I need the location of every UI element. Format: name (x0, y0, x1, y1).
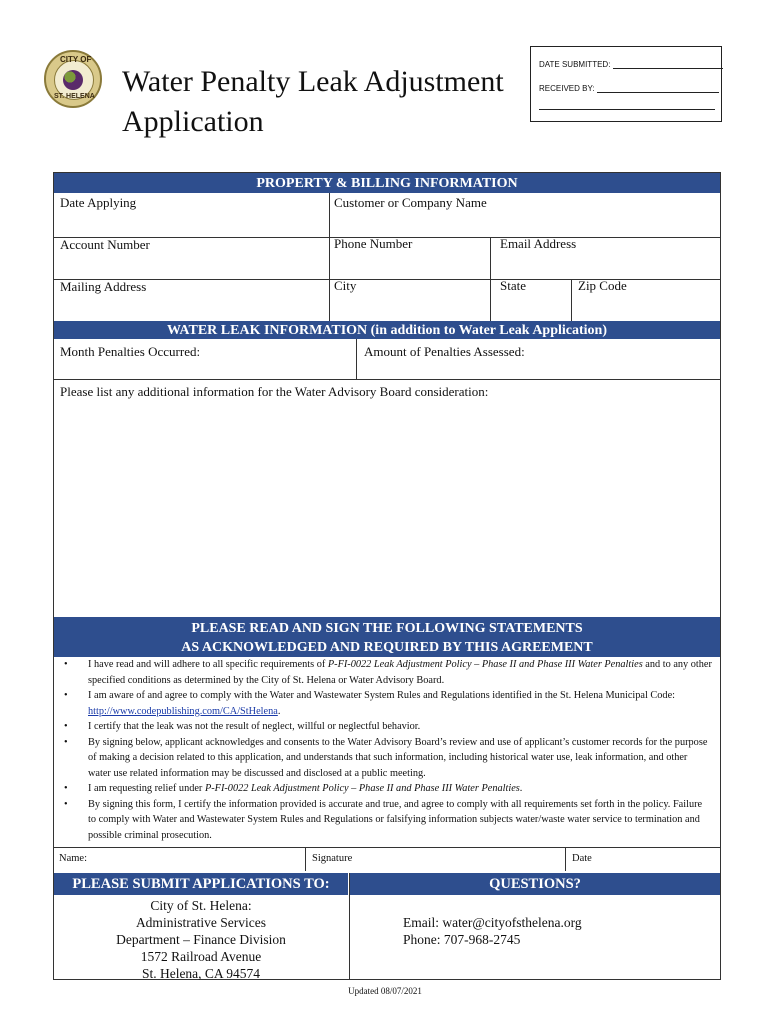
bullet-icon: • (64, 659, 68, 670)
seal-bottom-text: ST. HELENA (54, 93, 95, 100)
zip-code-label: Zip Code (578, 278, 627, 293)
questions-contact-block (403, 914, 582, 948)
zip-code-field[interactable] (572, 279, 720, 321)
statement-item (54, 719, 716, 735)
phone-number-label: Phone Number (334, 236, 413, 251)
submit-line-1: City of St. Helena: (150, 898, 252, 913)
statement-item (54, 688, 716, 719)
title-line-1: Water Penalty Leak Adjustment (122, 65, 504, 98)
mailing-address-field[interactable] (54, 279, 329, 321)
statement-item (54, 797, 716, 844)
account-number-label: Account Number (60, 237, 150, 252)
state-field[interactable] (491, 279, 571, 321)
date-submitted-line[interactable] (613, 59, 723, 69)
additional-info-label: Please list any additional information for the Water Advisory Board consideration: (60, 384, 489, 399)
amount-penalties-field[interactable] (357, 339, 720, 379)
received-by-line[interactable] (597, 83, 719, 93)
questions-phone[interactable]: Phone: 707-968-2745 (403, 932, 521, 947)
statement-text: I have read and will adhere to all specific requirements of (88, 659, 328, 670)
submit-line-4: 1572 Railroad Avenue (140, 949, 262, 964)
date-submitted-label: DATE SUBMITTED: (539, 60, 611, 69)
submit-section-header: PLEASE SUBMIT APPLICATIONS TO: (54, 873, 348, 895)
name-label: Name: (59, 853, 87, 864)
questions-email[interactable]: Email: water@cityofsthelena.org (403, 915, 582, 930)
statement-text: . (519, 783, 523, 794)
grapes-icon (63, 70, 83, 90)
state-label: State (500, 278, 526, 293)
mailing-address-label: Mailing Address (60, 279, 147, 294)
phone-number-field[interactable] (330, 237, 490, 279)
updated-date-footer: Updated 08/07/2021 (348, 986, 422, 996)
city-label: City (334, 278, 357, 293)
date-field[interactable] (566, 848, 720, 871)
city-field[interactable] (330, 279, 490, 321)
statement-text: I certify that the leak was not the result of neglect, willful or neglectful behavior. (88, 721, 421, 732)
policy-reference: P-FI-0022 Leak Adjustment Policy – Phase II and Phase III Water Penalties (327, 659, 643, 670)
submit-address-block (54, 897, 348, 982)
received-by-label: RECEIVED BY: (539, 84, 595, 93)
received-by-row (539, 83, 719, 93)
bullet-icon: • (64, 783, 68, 794)
name-field[interactable] (54, 848, 305, 871)
statement-text: I am aware of and agree to comply with the Water and Wastewater System Rules and Regulations identified in the St. Helena Municipal Code: (88, 690, 676, 701)
customer-name-label: Customer or Company Name (334, 195, 487, 210)
title-line-2: Application (122, 105, 264, 138)
email-address-label: Email Address (500, 236, 577, 251)
submit-line-5: St. Helena, CA 94574 (141, 966, 261, 981)
account-number-field[interactable] (54, 237, 329, 279)
submit-line-2: Administrative Services (135, 915, 267, 930)
additional-info-textarea[interactable] (54, 401, 720, 617)
statement-text: I am requesting relief under (88, 783, 205, 794)
statement-item (54, 657, 716, 688)
statements-heading-line-2: AS ACKNOWLEDGED AND REQUIRED BY THIS AGREEMENT (181, 640, 593, 655)
amount-penalties-label: Amount of Penalties Assessed: (364, 344, 525, 359)
signature-field[interactable] (306, 848, 565, 871)
bullet-icon: • (64, 736, 68, 748)
date-submitted-row (539, 59, 723, 69)
statement-item (54, 781, 716, 797)
bullet-icon: • (64, 690, 68, 701)
date-label: Date (572, 853, 592, 864)
month-penalties-label: Month Penalties Occurred: (60, 344, 201, 359)
bullet-icon: • (64, 721, 68, 732)
city-seal-logo (44, 50, 102, 108)
page-title (122, 62, 522, 142)
policy-reference: P-FI-0022 Leak Adjustment Policy – Phase II and Phase III Water Penalties (204, 783, 520, 794)
statements-list (54, 657, 716, 843)
municipal-code-link[interactable]: http://www.codepublishing.com/CA/StHelena (88, 705, 278, 717)
divider (54, 379, 720, 380)
seal-top-text: CITY OF (60, 55, 92, 64)
stamp-extra-line (539, 109, 715, 110)
customer-name-field[interactable] (330, 193, 720, 237)
statement-text: By signing this form, I certify the information provided is accurate and true, and agree to comply with all requirements set forth in the policy. Failure to comply with Water and Wastewater System Rules and Regulations or falsifying information subjects water/waste water service to termination and possible criminal prosecution. (88, 798, 703, 841)
statement-text: By signing below, applicant acknowledges and consents to the Water Advisory Board’s review and use of applicant’s customer records for the purpose of making a decision related to this application, and understands that such information, including historical water use, leak information, and other water use related information may be discussed and disclosed at a public meeting. (88, 736, 708, 779)
date-applying-label: Date Applying (60, 195, 137, 210)
application-form (53, 172, 721, 980)
divider (349, 873, 350, 979)
submit-line-3: Department – Finance Division (116, 932, 286, 947)
property-section-header: PROPERTY & BILLING INFORMATION (54, 173, 720, 193)
month-penalties-field[interactable] (54, 339, 356, 379)
signature-label: Signature (312, 853, 353, 864)
bullet-icon: • (64, 798, 68, 810)
statement-text: . (277, 705, 281, 717)
date-applying-field[interactable] (54, 193, 329, 237)
email-address-field[interactable] (491, 237, 720, 279)
statements-section-header (54, 617, 720, 657)
statement-text: and to any other specified conditions as determined by the City of St. Helena or Water Advisory Board. (88, 659, 712, 686)
office-use-stamp-box (530, 46, 722, 122)
statements-heading-line-1: PLEASE READ AND SIGN THE FOLLOWING STATEMENTS (191, 621, 583, 636)
statement-item (54, 735, 716, 782)
leak-section-header: WATER LEAK INFORMATION (in addition to Water Leak Application) (54, 321, 720, 339)
questions-section-header: QUESTIONS? (350, 873, 720, 895)
